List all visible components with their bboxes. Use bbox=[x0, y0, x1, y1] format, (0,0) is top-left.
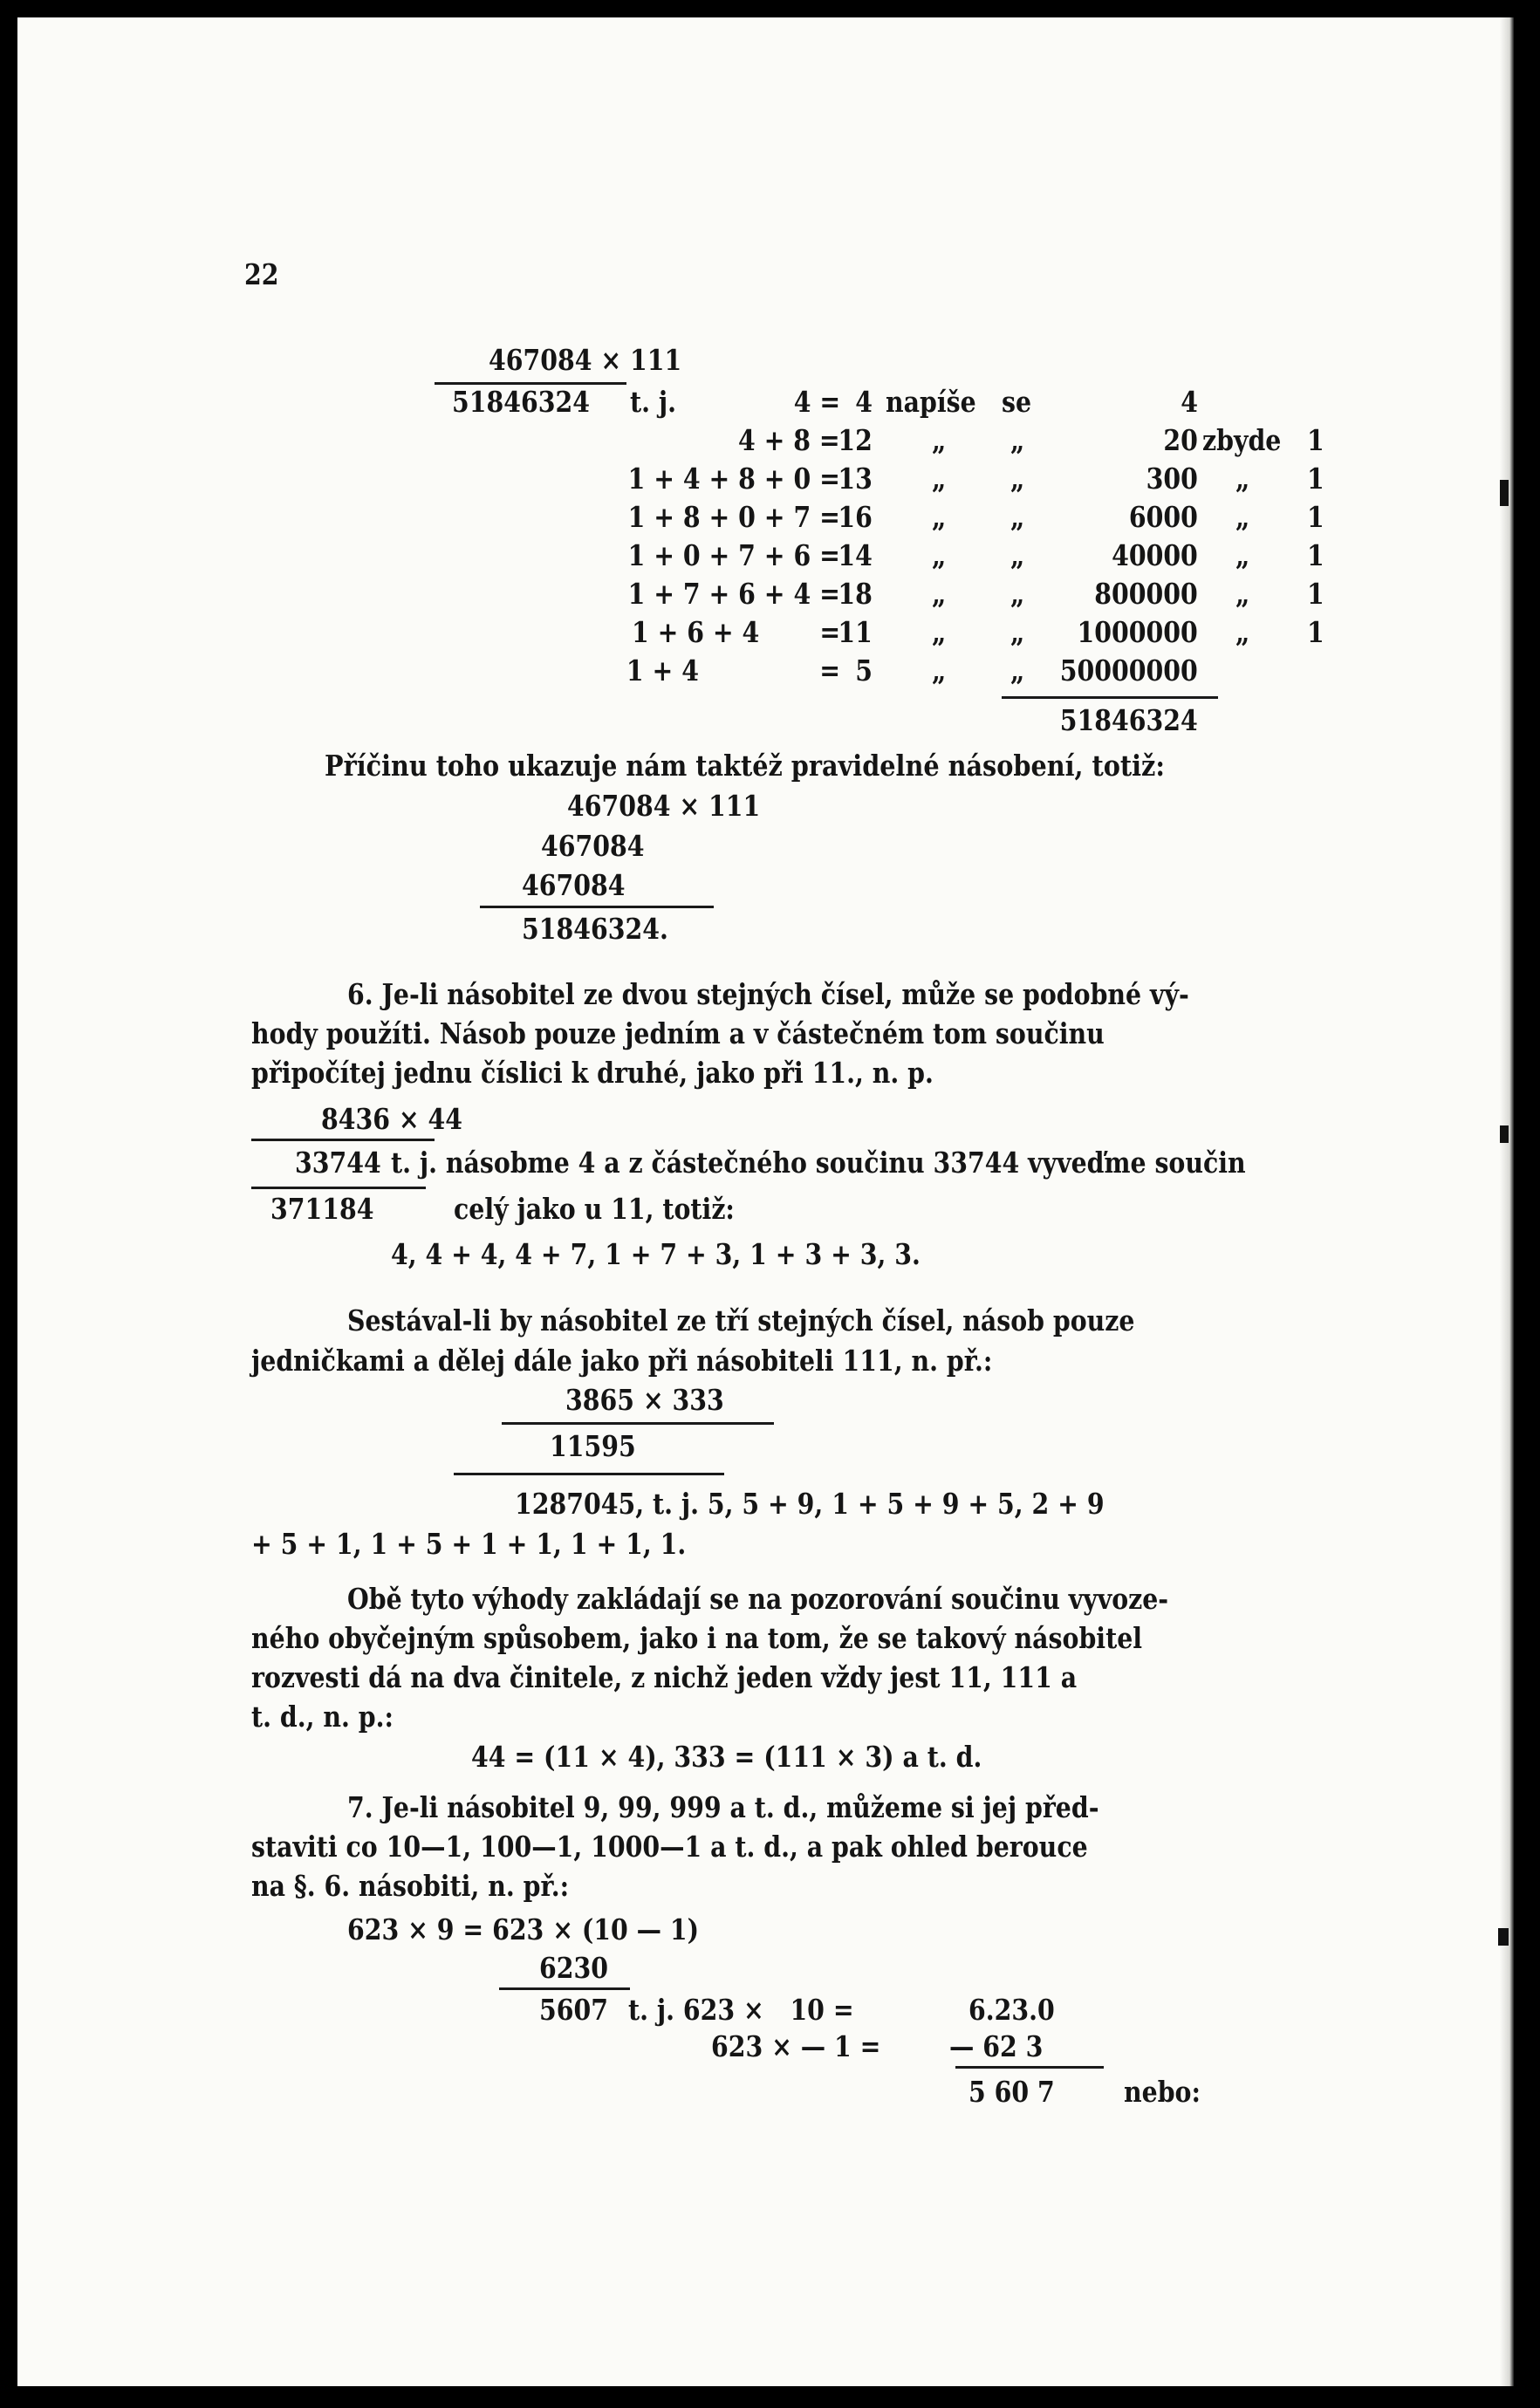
paragraph-line: Obě tyto výhody zakládají se na pozorování součinu vyvoze- bbox=[347, 1582, 1169, 1616]
row-word: se bbox=[1002, 385, 1032, 419]
result-3: 371184 bbox=[270, 1192, 374, 1226]
row-word: „ bbox=[1010, 653, 1025, 688]
continuation: + 5 + 1, 1 + 5 + 1 + 1, 1 + 1, 1. bbox=[251, 1527, 687, 1561]
row-value: 16 bbox=[838, 500, 873, 534]
row-value: 12 bbox=[838, 423, 873, 457]
row-carry: 1 bbox=[1307, 577, 1324, 611]
row-carry: 1 bbox=[1307, 462, 1324, 496]
row-expr: 1 + 8 + 0 + 7 = bbox=[627, 500, 840, 534]
row-carry: 1 bbox=[1307, 500, 1324, 534]
row-carry: 1 bbox=[1307, 538, 1324, 572]
row-word: „ bbox=[1010, 500, 1025, 534]
intro-tj: t. j. bbox=[630, 385, 677, 419]
row-word: „ bbox=[932, 577, 947, 611]
partial-3: 33744 bbox=[295, 1146, 381, 1180]
paragraph-line: t. d., n. p.: bbox=[251, 1700, 394, 1734]
row-expr: 4 + 8 = bbox=[738, 423, 840, 457]
digit-sums: 4, 4 + 4, 4 + 7, 1 + 7 + 3, 1 + 3 + 3, 3. bbox=[391, 1237, 921, 1271]
row-carry: 1 bbox=[1307, 423, 1324, 457]
partial-4: 11595 bbox=[550, 1429, 636, 1463]
paragraph-line: připočítej jednu číslici k druhé, jako při 11., n. p. bbox=[251, 1056, 934, 1090]
rule bbox=[251, 1187, 426, 1189]
paragraph-line: hody použíti. Násob pouze jedním a v částečném tom součinu bbox=[251, 1016, 1105, 1050]
paragraph-line: ného obyčejným spůsobem, jako i na tom, že se takový násobitel bbox=[251, 1621, 1143, 1655]
row-word: „ bbox=[1010, 538, 1025, 572]
row-carry-label: zbyde bbox=[1202, 423, 1282, 457]
final-value: 5 60 7 bbox=[968, 2075, 1055, 2109]
row-value: 13 bbox=[838, 462, 873, 496]
row-word: „ bbox=[1010, 615, 1025, 649]
row-word: „ bbox=[932, 423, 947, 457]
final-text: nebo: bbox=[1124, 2075, 1201, 2109]
row-word: napíše bbox=[886, 385, 976, 419]
paragraph-line: 6. Je-li násobitel ze dvou stejných čísel, může se podobné vý- bbox=[347, 977, 1189, 1011]
row-carry-label: „ bbox=[1235, 538, 1250, 572]
row-word: „ bbox=[932, 615, 947, 649]
row-digits: 6000 bbox=[1129, 500, 1198, 534]
problem-1: 467084 × 111 bbox=[489, 343, 682, 377]
row-word: „ bbox=[932, 462, 947, 496]
row-carry-label: „ bbox=[1235, 462, 1250, 496]
row-digits: 40000 bbox=[1112, 538, 1198, 572]
partial-text: t. j. násobme 4 a z částečného součinu 33744 vyveďme součin bbox=[391, 1146, 1246, 1180]
row-expr: 1 + 0 + 7 + 6 = bbox=[627, 538, 840, 572]
result-4: 1287045, t. j. 5, 5 + 9, 1 + 5 + 9 + 5, 2 + 9 bbox=[515, 1487, 1105, 1521]
row-word: „ bbox=[1010, 577, 1025, 611]
row-value: 18 bbox=[838, 577, 873, 611]
row-word: „ bbox=[1010, 423, 1025, 457]
formula-7: 623 × 9 = 623 × (10 — 1) bbox=[347, 1912, 700, 1946]
row-carry-label: „ bbox=[1235, 500, 1250, 534]
sum-1: 51846324 bbox=[1060, 703, 1198, 737]
formula: 44 = (11 × 4), 333 = (111 × 3) a t. d. bbox=[471, 1740, 982, 1774]
row-digits: 1000000 bbox=[1077, 615, 1198, 649]
row-digits: 50000000 bbox=[1060, 653, 1198, 688]
row-expr: 1 + 7 + 6 + 4 = bbox=[627, 577, 840, 611]
rule bbox=[1002, 696, 1218, 699]
result-7-text: t. j. 623 × 10 = bbox=[628, 1993, 854, 2027]
edge-mark bbox=[1500, 480, 1509, 506]
problem-4: 3865 × 333 bbox=[565, 1383, 724, 1417]
row-value: 4 bbox=[855, 385, 873, 419]
rule bbox=[251, 1139, 435, 1141]
row-digits: 4 bbox=[1181, 385, 1198, 419]
row-word: „ bbox=[932, 500, 947, 534]
edge-mark bbox=[1500, 1125, 1509, 1143]
row-word: „ bbox=[932, 538, 947, 572]
paragraph: Příčinu toho ukazuje nám taktéž pravidelné násobení, totiž: bbox=[325, 749, 1165, 783]
row-value: 14 bbox=[838, 538, 873, 572]
problem-2: 467084 × 111 bbox=[567, 789, 761, 823]
partial-7: 6230 bbox=[539, 1951, 608, 1985]
rule bbox=[502, 1422, 774, 1425]
rule bbox=[955, 2066, 1104, 2069]
paragraph-line: jedničkami a dělej dále jako při násobiteli 111, n. př.: bbox=[251, 1344, 993, 1378]
row-word: „ bbox=[932, 653, 947, 688]
result-2: 51846324. bbox=[522, 912, 668, 946]
book-page bbox=[17, 17, 1514, 2386]
result-7: 5607 bbox=[539, 1993, 608, 2027]
page-edge bbox=[1500, 17, 1514, 2386]
paragraph-line: na §. 6. násobiti, n. př.: bbox=[251, 1869, 570, 1903]
paragraph-line: staviti co 10—1, 100—1, 1000—1 a t. d., a pak ohled berouce bbox=[251, 1830, 1088, 1864]
partial-line: 467084 bbox=[522, 868, 626, 902]
row-expr: 1 + 6 + 4 = bbox=[631, 615, 840, 649]
subtract-value: — 62 3 bbox=[949, 2029, 1044, 2063]
row-expr: 4 = bbox=[793, 385, 840, 419]
rule bbox=[499, 1987, 630, 1990]
row-expr: 1 + 4 + 8 + 0 = bbox=[627, 462, 840, 496]
result-1: 51846324 bbox=[452, 385, 590, 419]
result-text: celý jako u 11, totiž: bbox=[454, 1192, 735, 1226]
paragraph-line: Sestával-li by násobitel ze tří stejných čísel, násob pouze bbox=[347, 1303, 1135, 1337]
row-word: „ bbox=[1010, 462, 1025, 496]
row-value: 5 bbox=[855, 653, 873, 688]
paragraph-line: rozvesti dá na dva činitele, z nichž jeden vždy jest 11, 111 a bbox=[251, 1660, 1078, 1694]
edge-mark bbox=[1498, 1928, 1509, 1946]
row-digits: 20 bbox=[1163, 423, 1198, 457]
row-digits: 800000 bbox=[1094, 577, 1198, 611]
page-number: 22 bbox=[244, 257, 279, 291]
rule bbox=[454, 1473, 724, 1475]
rule bbox=[480, 906, 714, 908]
row-value: 11 bbox=[838, 615, 873, 649]
paragraph-line: 7. Je-li násobitel 9, 99, 999 a t. d., můžeme si jej před- bbox=[347, 1790, 1099, 1824]
row-expr: 1 + 4 = bbox=[626, 653, 840, 688]
partial-line: 467084 bbox=[541, 829, 645, 863]
row-digits: 300 bbox=[1146, 462, 1198, 496]
problem-3: 8436 × 44 bbox=[321, 1102, 463, 1136]
subtract-text: 623 × — 1 = bbox=[711, 2029, 881, 2063]
row-carry-label: „ bbox=[1235, 615, 1250, 649]
row-carry-label: „ bbox=[1235, 577, 1250, 611]
result-7-value: 6.23.0 bbox=[968, 1993, 1055, 2027]
row-carry: 1 bbox=[1307, 615, 1324, 649]
